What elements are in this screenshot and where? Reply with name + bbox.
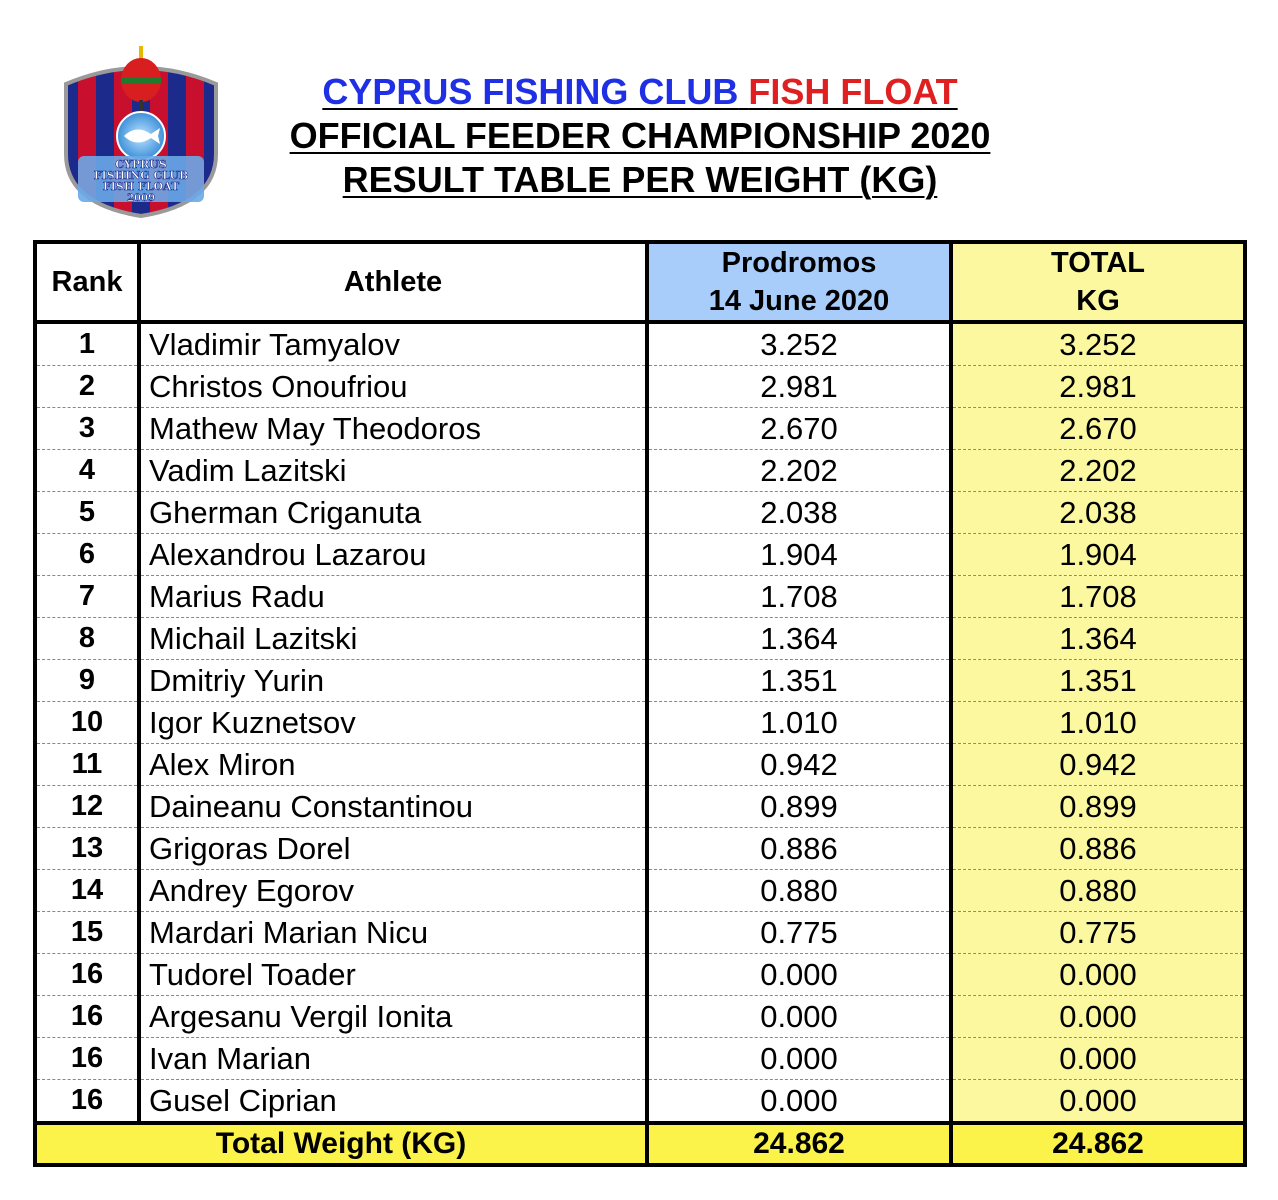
table-row [35,1080,1245,1124]
race-weight-cell: 2.670 [647,408,951,450]
athlete-cell: Tudorel Toader [139,954,647,996]
rank-cell: 6 [35,534,139,576]
table-row [35,828,1245,870]
table-row [35,576,1245,618]
race-weight-cell: 3.252 [647,322,951,366]
total-weight-cell: 2.670 [951,408,1245,450]
table-subtitle: RESULT TABLE PER WEIGHT (KG) [342,159,938,200]
total-weight-cell: 0.000 [951,1038,1245,1080]
athlete-cell: Andrey Egorov [139,870,647,912]
total-weight-cell: 0.880 [951,870,1245,912]
results-table [33,240,1247,1167]
total-weight-row [35,1123,1245,1165]
race-weight-cell: 1.351 [647,660,951,702]
logo-year: 2009 [127,193,155,204]
rank-cell: 9 [35,660,139,702]
race-weight-cell: 0.000 [647,1038,951,1080]
table-row [35,744,1245,786]
table-row [35,450,1245,492]
rank-cell: 16 [35,1080,139,1124]
rank-cell: 10 [35,702,139,744]
total-weight-cell: 0.886 [951,828,1245,870]
table-row [35,870,1245,912]
race-weight-cell: 1.904 [647,534,951,576]
club-suffix: FISH FLOAT [748,71,958,112]
total-weight-cell: 0.775 [951,912,1245,954]
race-weight-cell: 1.010 [647,702,951,744]
total-weight-cell: 2.981 [951,366,1245,408]
rank-cell: 3 [35,408,139,450]
total-weight-cell: 1.904 [951,534,1245,576]
athlete-cell: Alexandrou Lazarou [139,534,647,576]
logo-line1: CYPRUS [115,158,167,171]
athlete-cell: Grigoras Dorel [139,828,647,870]
header-row [35,242,1245,322]
table-row [35,534,1245,576]
athlete-cell: Alex Miron [139,744,647,786]
table-row [35,660,1245,702]
athlete-cell: Christos Onoufriou [139,366,647,408]
table-row [35,322,1245,366]
athlete-cell: Marius Radu [139,576,647,618]
rank-cell: 5 [35,492,139,534]
rank-cell: 8 [35,618,139,660]
table-row [35,366,1245,408]
table-row [35,912,1245,954]
table-row [35,702,1245,744]
athlete-cell: Vadim Lazitski [139,450,647,492]
athlete-cell: Argesanu Vergil Ionita [139,996,647,1038]
rank-cell: 16 [35,996,139,1038]
total-weight-label: Total Weight (KG) [35,1123,647,1165]
total-weight-cell: 2.038 [951,492,1245,534]
table-row [35,1038,1245,1080]
athlete-cell: Gusel Ciprian [139,1080,647,1124]
total-weight-cell: 0.942 [951,744,1245,786]
race-weight-cell: 1.708 [647,576,951,618]
table-row [35,618,1245,660]
grand-total-weight: 24.862 [951,1123,1245,1165]
total-weight-cell: 1.364 [951,618,1245,660]
athlete-cell: Vladimir Tamyalov [139,322,647,366]
club-name: CYPRUS FISHING CLUB [322,71,739,112]
race-weight-cell: 0.000 [647,954,951,996]
rank-cell: 14 [35,870,139,912]
race-name: Prodromos [721,247,877,279]
total-header-line2: KG [1076,285,1120,317]
rank-cell: 16 [35,954,139,996]
club-title [240,70,1040,114]
rank-cell: 7 [35,576,139,618]
race-weight-cell: 0.000 [647,996,951,1038]
race-weight-cell: 0.880 [647,870,951,912]
table-row [35,954,1245,996]
logo-line2: FISHING CLUB [93,169,189,182]
column-header-rank: Rank [35,242,139,322]
table-row [35,408,1245,450]
athlete-cell: Mathew May Theodoros [139,408,647,450]
table-row [35,996,1245,1038]
athlete-cell: Mardari Marian Nicu [139,912,647,954]
athlete-cell: Daineanu Constantinou [139,786,647,828]
total-weight-cell: 0.000 [951,1080,1245,1124]
column-header-athlete: Athlete [139,242,647,322]
race-weight-cell: 2.038 [647,492,951,534]
athlete-cell: Igor Kuznetsov [139,702,647,744]
athlete-cell: Dmitriy Yurin [139,660,647,702]
race-date: 14 June 2020 [708,285,890,317]
rank-cell: 13 [35,828,139,870]
total-weight-cell: 0.000 [951,996,1245,1038]
total-weight-cell: 3.252 [951,322,1245,366]
rank-cell: 12 [35,786,139,828]
rank-cell: 16 [35,1038,139,1080]
rank-cell: 1 [35,322,139,366]
total-header-line1: TOTAL [1051,247,1145,279]
result-rows [35,322,1245,1123]
race-weight-cell: 0.886 [647,828,951,870]
club-emblem [56,44,226,224]
total-weight-cell: 1.010 [951,702,1245,744]
column-header-race [647,242,951,322]
race-weight-cell: 2.981 [647,366,951,408]
rank-cell: 15 [35,912,139,954]
logo-line3: FISH FLOAT [102,180,180,193]
championship-title: OFFICIAL FEEDER CHAMPIONSHIP 2020 [289,115,991,156]
table-row [35,492,1245,534]
race-weight-cell: 0.899 [647,786,951,828]
race-weight-cell: 0.000 [647,1080,951,1124]
athlete-cell: Michail Lazitski [139,618,647,660]
total-weight-cell: 2.202 [951,450,1245,492]
total-weight-cell: 0.000 [951,954,1245,996]
rank-cell: 4 [35,450,139,492]
club-logo [56,44,226,224]
race-weight-cell: 2.202 [647,450,951,492]
table-row [35,786,1245,828]
total-weight-cell: 1.351 [951,660,1245,702]
race-total-weight: 24.862 [647,1123,951,1165]
total-weight-cell: 1.708 [951,576,1245,618]
race-weight-cell: 1.364 [647,618,951,660]
total-weight-cell: 0.899 [951,786,1245,828]
rank-cell: 11 [35,744,139,786]
column-header-total [951,242,1245,322]
race-weight-cell: 0.942 [647,744,951,786]
page-header [240,70,1040,202]
rank-cell: 2 [35,366,139,408]
race-weight-cell: 0.775 [647,912,951,954]
athlete-cell: Gherman Criganuta [139,492,647,534]
athlete-cell: Ivan Marian [139,1038,647,1080]
